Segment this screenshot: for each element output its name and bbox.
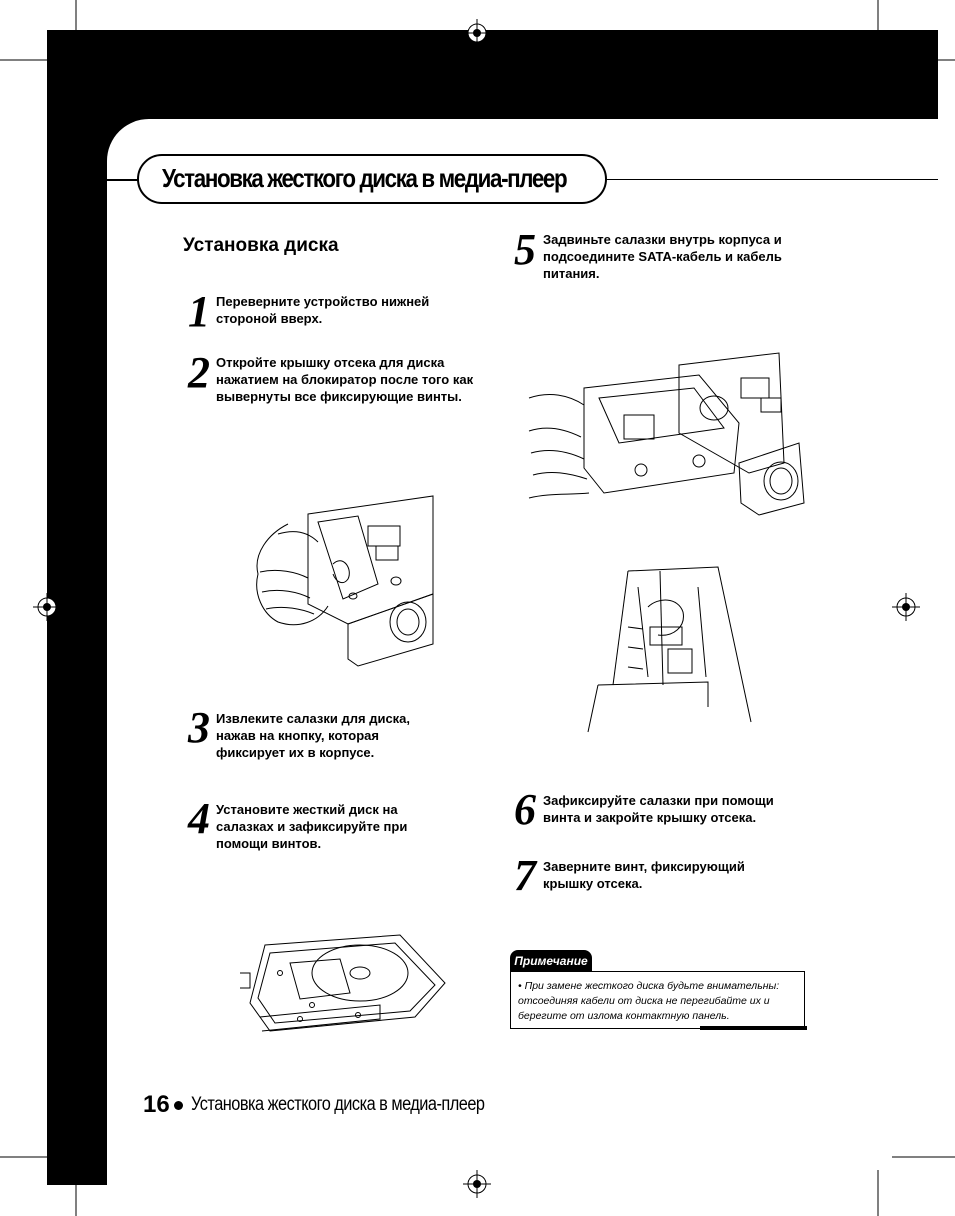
step-number: 5 bbox=[514, 225, 536, 274]
step-number: 4 bbox=[188, 794, 210, 843]
bullet-icon bbox=[174, 1101, 183, 1110]
step-text: Извлеките салазки для диска, нажав на кнопку, которая фиксирует их в корпусе. bbox=[216, 711, 411, 760]
note-label: Примечание bbox=[510, 950, 592, 972]
step-text: Переверните устройство нижней стороной вверх. bbox=[216, 294, 430, 326]
step-number: 3 bbox=[188, 703, 210, 752]
crosshair-right-icon bbox=[892, 593, 920, 621]
step-number: 7 bbox=[514, 851, 536, 900]
step-number: 1 bbox=[188, 287, 210, 336]
tray-insert-illustration bbox=[529, 353, 809, 523]
note-box-shadow bbox=[700, 1026, 807, 1030]
crosshair-left-icon bbox=[33, 593, 61, 621]
step-text: Установите жесткий диск на салазках и зафиксируйте при помощи винтов. bbox=[216, 802, 408, 851]
crosshair-bottom-icon bbox=[463, 1170, 491, 1198]
step-number: 2 bbox=[188, 348, 210, 397]
bay-cable-illustration bbox=[588, 567, 758, 737]
drive-bay-open-illustration bbox=[248, 494, 438, 669]
step-text: Заверните винт, фиксирующий крышку отсека. bbox=[543, 859, 745, 891]
title-rule-right bbox=[605, 179, 938, 180]
step-number: 6 bbox=[514, 785, 536, 834]
note-text: • При замене жесткого диска будьте внимательны: отсоединяя кабели от диска не перегибайте их и берегите от излома контактную панель. bbox=[518, 980, 780, 1022]
hard-disk-tray-illustration bbox=[240, 933, 448, 1033]
step-text: Зафиксируйте салазки при помощи винта и закройте крышку отсека. bbox=[543, 793, 774, 825]
crosshair-top-icon bbox=[463, 19, 491, 47]
step-text: Откройте крышку отсека для диска нажатием на блокиратор после того как вывернуты все фиксирующие винты. bbox=[216, 355, 474, 404]
title-rule-left bbox=[107, 179, 139, 181]
footer-title: Установка жесткого диска в медиа-плеер bbox=[191, 1094, 485, 1115]
page-number: 16 bbox=[143, 1091, 170, 1118]
section-heading: Установка диска bbox=[183, 235, 339, 256]
step-text: Задвиньте салазки внутрь корпуса и подсоедините SATA-кабель и кабель питания. bbox=[543, 232, 782, 281]
page-title: Установка жесткого диска в медиа-плеер bbox=[162, 163, 567, 193]
